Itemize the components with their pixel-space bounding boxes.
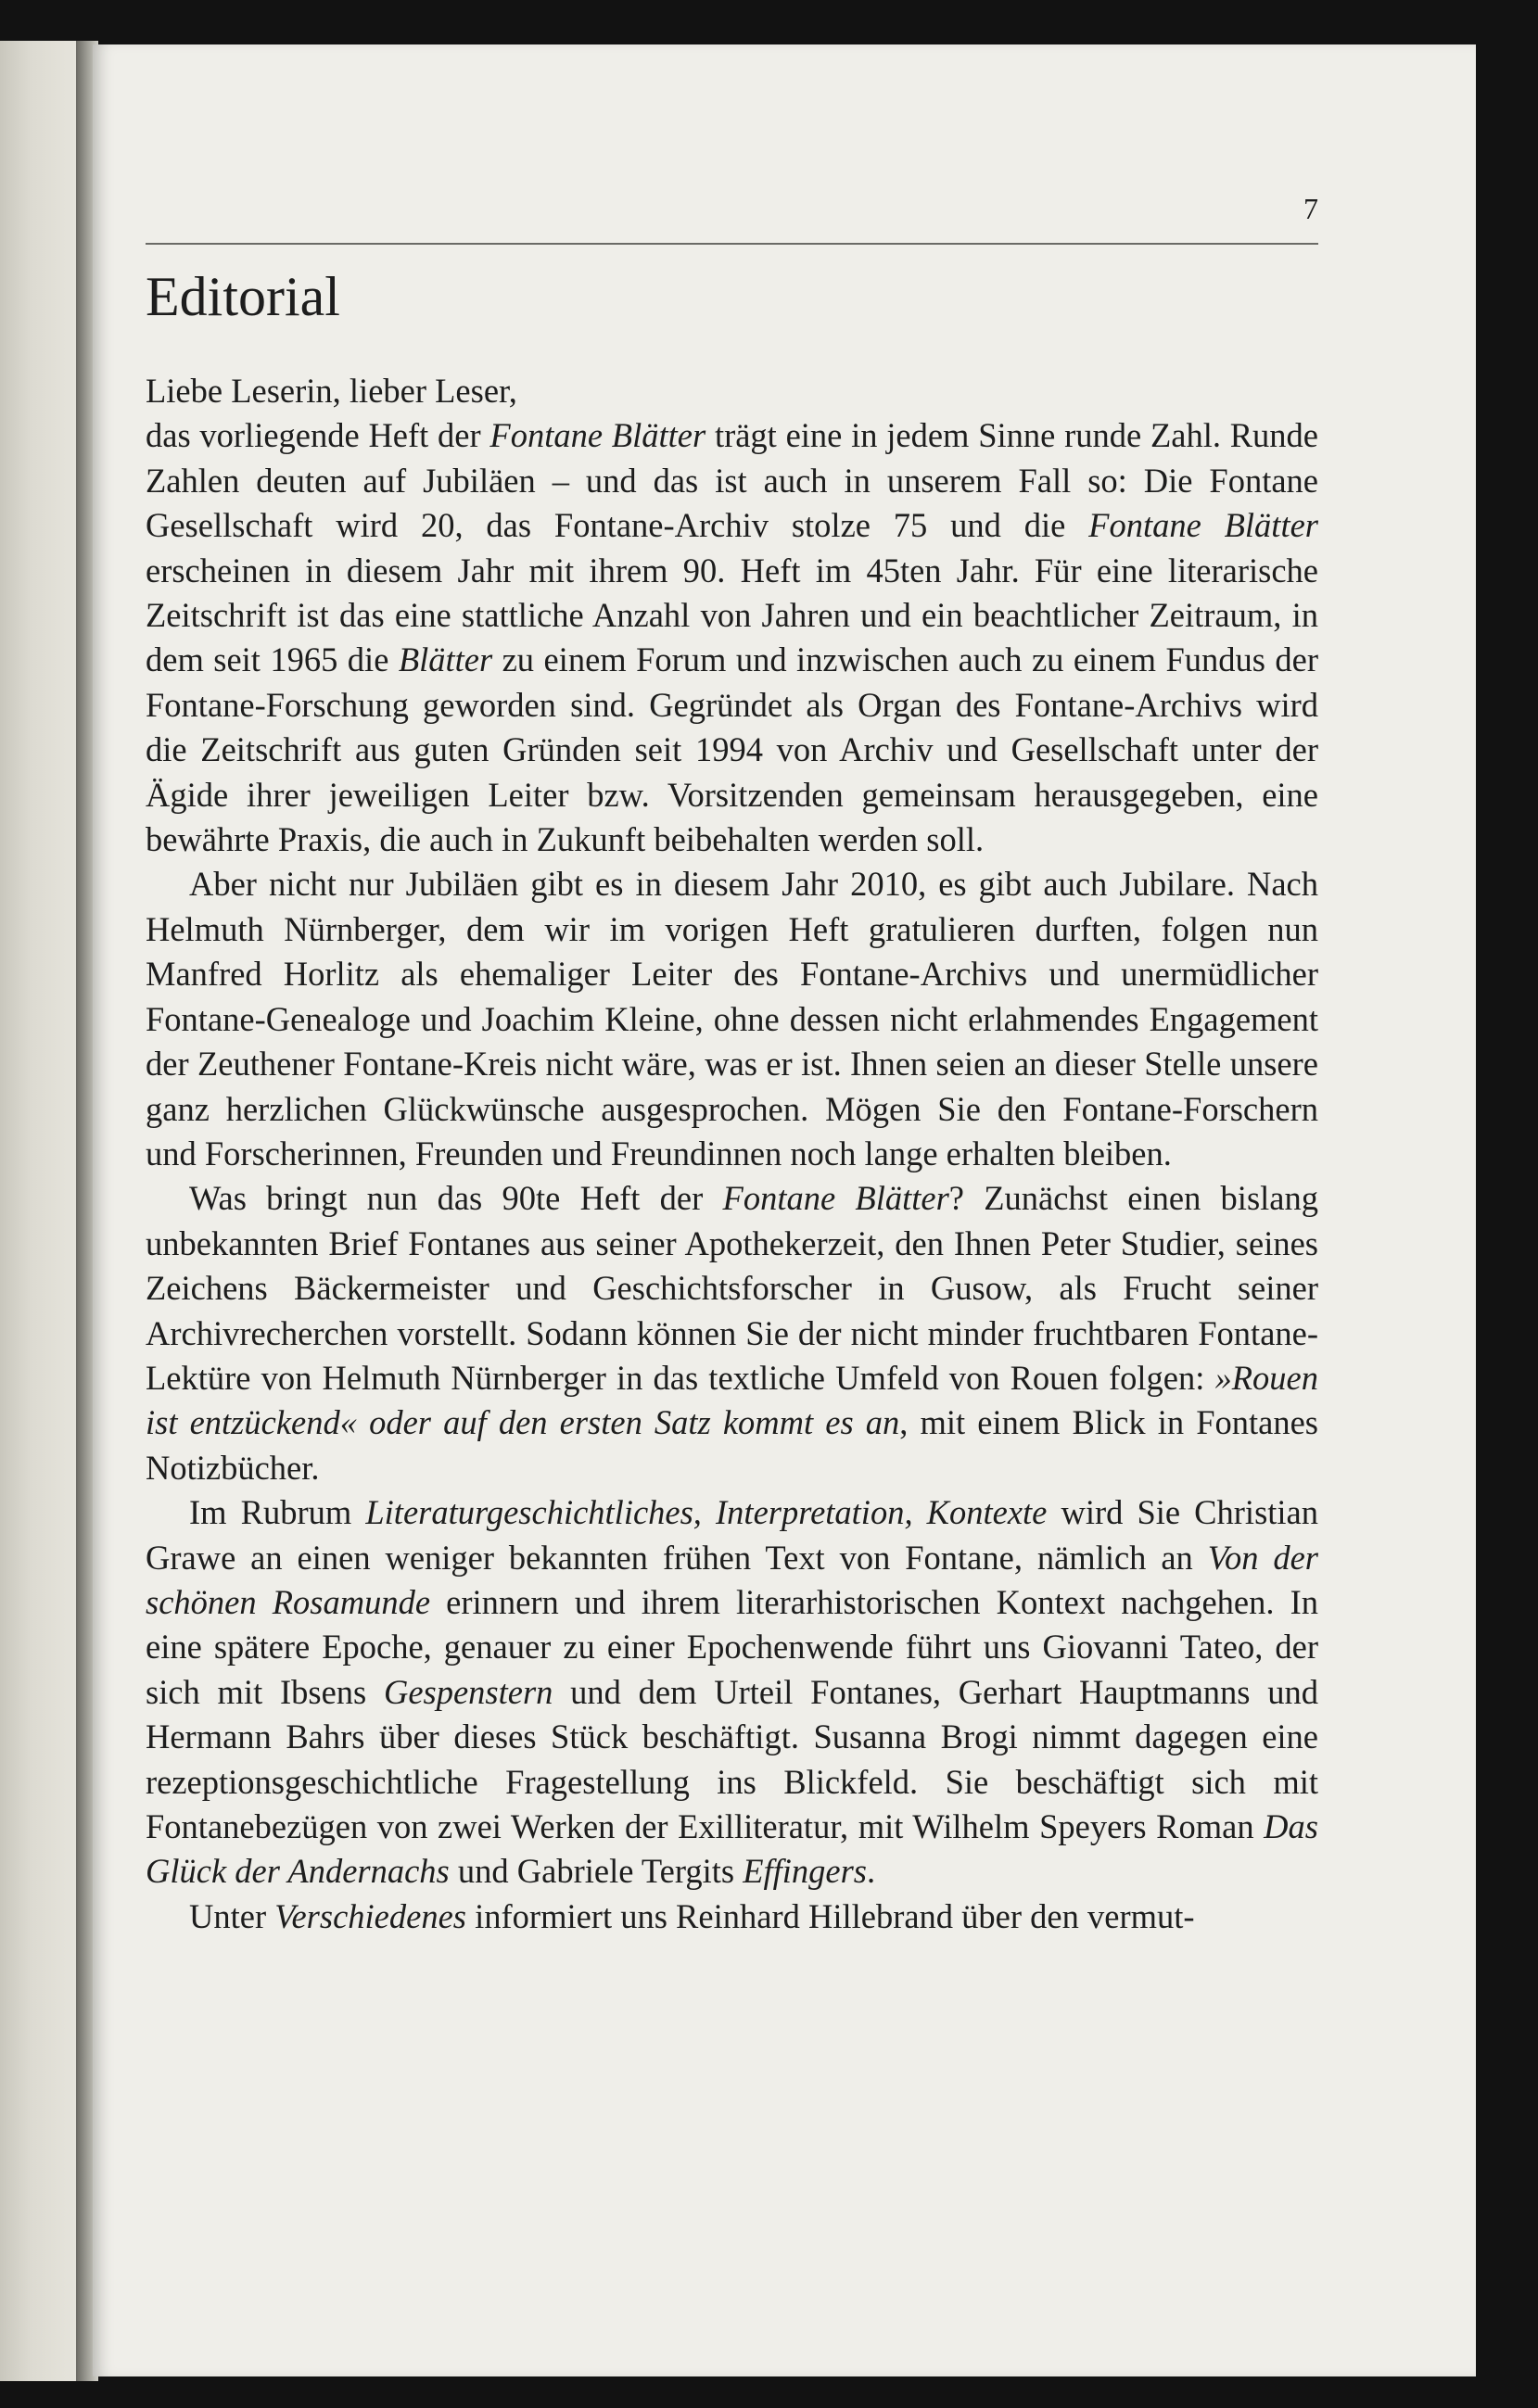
page-title: Editorial: [146, 266, 340, 327]
paragraph: [146, 862, 1318, 1176]
text-segment: Aber nicht nur Jubiläen gibt es in diesem Jahr 2010, es gibt auch Jubilare. Nach Helmuth Nürnberger, dem wir im vorigen Heft gratulieren durften, folgen nun Manfred Horlitz als ehemaliger Leiter des Fontane-Archivs und unermüdlicher Fontane-Genealoge und Joachim Kleine, ohne dessen nicht erlahmendes Engagement der Zeuthener Fontane-Kreis nicht wäre, was er ist. Ihnen seien an dieser Stelle unsere ganz herzlichen Glückwünsche ausgesprochen. Mögen Sie den Fontane-Forschern und Forscherinnen, Freunden und Freundinnen noch lange erhalten bleiben.: [146, 865, 1318, 1172]
italic-title-segment: Verschiedenes: [274, 1896, 466, 1935]
text-segment: ? Zunächst einen bislang unbekannten Brief Fontanes aus seiner Apothekerzeit, den Ihnen Peter Studier, seines Zeichens Bäckermeister und Geschichtsforscher in Gusow, als Frucht seiner Archivrecherchen vorstellt. Sodann können Sie der nicht minder fruchtbaren Fontane-Lektüre von Helmuth Nürnberger in das textliche Umfeld von Rouen folgen:: [146, 1179, 1318, 1397]
left-page-edge: [0, 41, 76, 2381]
text-segment: Was bringt nun das 90te Heft der: [189, 1179, 723, 1218]
italic-title-segment: Von der schönen Rosamunde: [146, 1538, 1318, 1621]
italic-title-segment: Blätter: [398, 640, 493, 679]
italic-title-segment: Effingers: [743, 1852, 868, 1891]
text-segment: Im Rubrum: [189, 1493, 366, 1532]
editorial-body: [146, 369, 1318, 1939]
text-segment: zu einem Forum und inzwischen auch zu einem Fundus der Fontane-Forschung geworden sind. Gegründet als Organ des Fontane-Archivs wird die Zeitschrift aus guten Gründen seit 1994 von Archiv und Gesellschaft unter der Ägide ihrer jeweiligen Leiter bzw. Vorsitzenden gemeinsam herausgegeben, eine bewährte Praxis, die auch in Zukunft beibehalten werden soll.: [146, 640, 1318, 859]
italic-title-segment: Fontane Blätter: [1088, 506, 1318, 545]
text-segment: und Gabriele Tergits: [449, 1852, 744, 1891]
text-segment: .: [867, 1852, 876, 1891]
text-segment: , mit einem Blick in Fontanes Notizbücher.: [146, 1403, 1318, 1487]
header-rule: [146, 243, 1318, 245]
page-number: 7: [1303, 192, 1318, 225]
text-segment: trägt eine in jedem Sinne runde Zahl. Runde Zahlen deuten auf Jubiläen – und das ist auch in unserem Fall so: Die Fontane Gesellschaft wird 20, das Fontane-Archiv stolze 75 und die: [146, 416, 1319, 545]
italic-title-segment: Fontane Blätter: [489, 416, 706, 455]
text-segment: Unter: [189, 1896, 275, 1935]
text-segment: wird Sie Christian Grawe an einen weniger bekannten frühen Text von Fontane, nämlich an: [146, 1493, 1319, 1577]
italic-title-segment: »Rouen ist entzückend« oder auf den ersten Satz kommt es an: [146, 1358, 1318, 1442]
paragraph: [146, 1176, 1318, 1490]
paragraph: [146, 413, 1318, 862]
text-segment: erscheinen in diesem Jahr mit ihrem 90. Heft im 45ten Jahr. Für eine literarische Zeitschrift ist das eine stattliche Anzahl von Jahren und ein beachtlicher Zeitraum, in dem seit 1965 die: [146, 551, 1318, 679]
salutation: Liebe Leserin, lieber Leser,: [146, 372, 517, 410]
italic-title-segment: Literaturgeschichtliches, Interpretation, Kontexte: [365, 1493, 1048, 1532]
paragraph: [146, 1490, 1318, 1895]
italic-title-segment: Das Glück der Andernachs: [146, 1807, 1318, 1891]
italic-title-segment: Gespenstern: [383, 1672, 553, 1711]
paragraph: [146, 1895, 1318, 1939]
text-segment: und dem Urteil Fontanes, Gerhart Hauptmanns und Hermann Bahrs über dieses Stück beschäftigt. Susanna Brogi nimmt dagegen eine rezeptionsgeschichtliche Fragestellung ins Blickfeld. Sie beschäftigt sich mit Fontanebezügen von zwei Werken der Exilliteratur, mit Wilhelm Speyers Roman: [146, 1672, 1318, 1845]
italic-title-segment: Fontane Blätter: [722, 1179, 949, 1218]
text-segment: informiert uns Reinhard Hillebrand über den vermut-: [466, 1896, 1195, 1935]
text-segment: erinnern und ihrem literarhistorischen Kontext nachgehen. In eine spätere Epoche, genauer zu einer Epochenwende führt uns Giovanni Tateo, der sich mit Ibsens: [146, 1582, 1318, 1711]
text-segment: das vorliegende Heft der: [146, 416, 490, 455]
